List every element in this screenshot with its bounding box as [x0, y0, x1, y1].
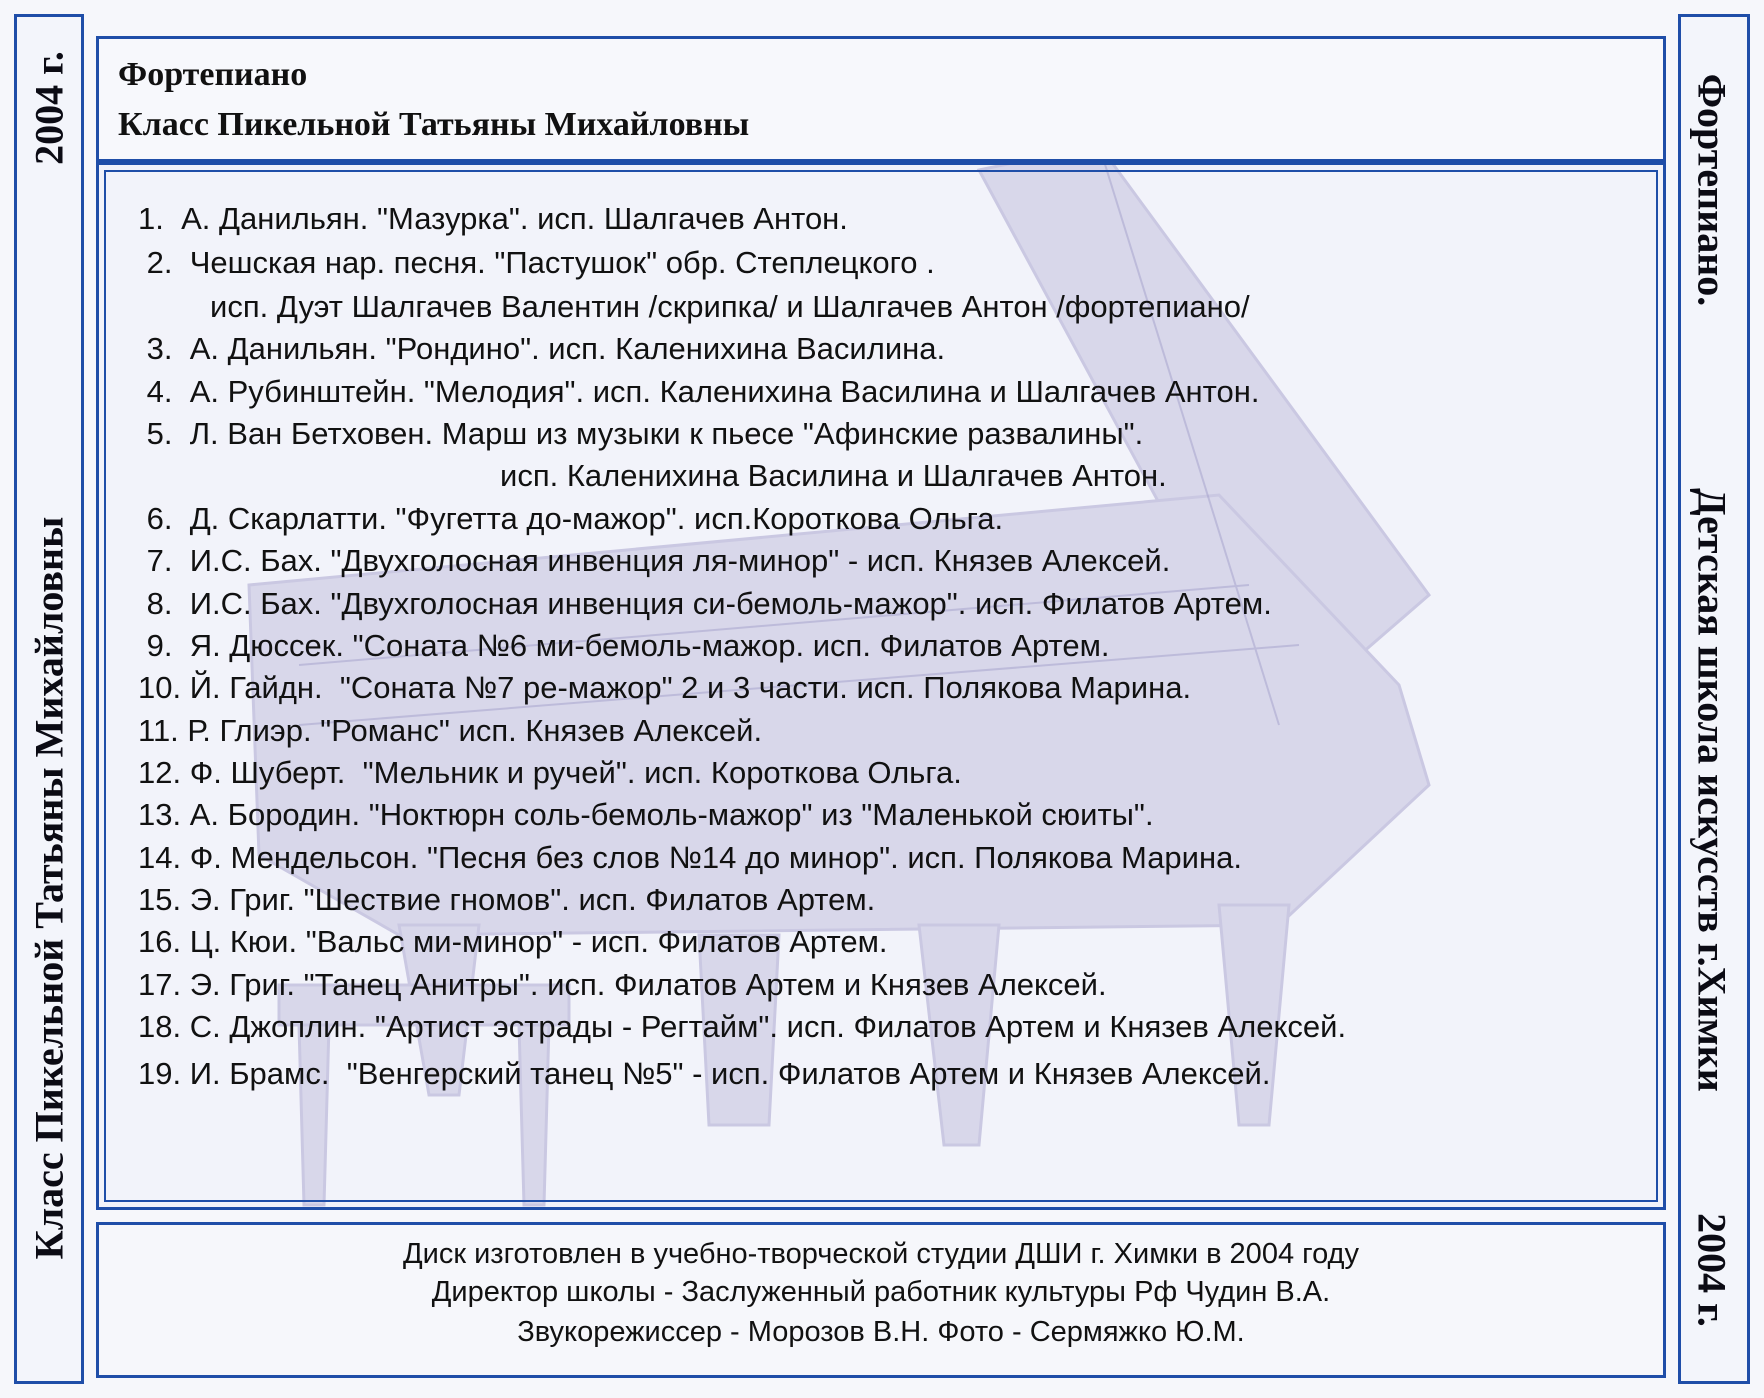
track-item: 12. Ф. Шуберт. "Мельник и ручей". исп. Короткова Ольга.: [138, 755, 962, 790]
track-item: 9. Я. Дюссек. "Соната №6 ми-бемоль-мажор. исп. Филатов Артем.: [138, 628, 1110, 663]
track-item: 16. Ц. Кюи. "Вальс ми-минор" - исп. Филатов Артем.: [138, 924, 888, 959]
track-item: 6. Д. Скарлатти. "Фугетта до-мажор". исп.Короткова Ольга.: [138, 501, 1004, 536]
track-item: 5. Л. Ван Бетховен. Марш из музыки к пьесе "Афинские развалины".: [138, 416, 1144, 451]
track-item-continued: исп. Каленихина Василина и Шалгачев Антон.: [500, 458, 1167, 493]
track-item: 7. И.С. Бах. "Двухголосная инвенция ля-минор" - исп. Князев Алексей.: [138, 543, 1171, 578]
left-spine-year: 2004 г.: [26, 51, 72, 165]
left-spine-class-name: Класс Пикельной Татьяны Михайловны: [26, 516, 72, 1260]
header-subject: Фортепиано: [118, 56, 308, 93]
track-item: 11. Р. Глиэр. "Романс" исп. Князев Алексей.: [138, 713, 763, 748]
track-item: 13. А. Бородин. "Ноктюрн соль-бемоль-мажор" из "Маленькой сюиты".: [138, 797, 1154, 832]
footer-production-note: Диск изготовлен в учебно-творческой студии ДШИ г. Химки в 2004 году: [403, 1238, 1359, 1270]
track-item: 18. С. Джоплин. "Артист эстрады - Регтайм". исп. Филатов Артем и Князев Алексей.: [138, 1009, 1347, 1044]
footer-director: Директор школы - Заслуженный работник культуры Рф Чудин В.А.: [431, 1276, 1331, 1308]
right-spine-subject: Фортепиано.: [1689, 73, 1735, 307]
track-item: 4. А. Рубинштейн. "Мелодия". исп. Каленихина Василина и Шалгачев Антон.: [138, 374, 1260, 409]
header-class-name: Класс Пикельной Татьяны Михайловны: [118, 106, 750, 143]
track-item: 3. А. Данильян. "Рондино". исп. Каленихина Василина.: [138, 331, 946, 366]
track-item: 19. И. Брамс. "Венгерский танец №5" - исп. Филатов Артем и Князев Алексей.: [138, 1056, 1271, 1091]
track-item: 8. И.С. Бах. "Двухголосная инвенция си-бемоль-мажор". исп. Филатов Артем.: [138, 586, 1272, 621]
track-item: 10. Й. Гайдн. "Соната №7 ре-мажор" 2 и 3 части. исп. Полякова Марина.: [138, 670, 1192, 705]
track-item: 2. Чешская нар. песня. "Пастушок" обр. Степлецкого .: [138, 245, 935, 280]
track-item: 17. Э. Григ. "Танец Анитры". исп. Филатов Артем и Князев Алексей.: [138, 967, 1107, 1002]
track-item: 14. Ф. Мендельсон. "Песня без слов №14 до минор". исп. Полякова Марина.: [138, 840, 1242, 875]
track-item: 1. А. Данильян. "Мазурка". исп. Шалгачев Антон.: [138, 201, 848, 236]
track-item-continued: исп. Дуэт Шалгачев Валентин /скрипка/ и Шалгачев Антон /фортепиано/: [210, 289, 1250, 324]
track-item: 15. Э. Григ. "Шествие гномов". исп. Филатов Артем.: [138, 882, 876, 917]
footer-credits: Звукорежиссер - Морозов В.Н. Фото - Сермяжко Ю.М.: [517, 1316, 1245, 1348]
right-spine-year: 2004 г.: [1689, 1213, 1735, 1327]
right-spine-school: Детская школа искусств г.Химки: [1689, 488, 1735, 1092]
